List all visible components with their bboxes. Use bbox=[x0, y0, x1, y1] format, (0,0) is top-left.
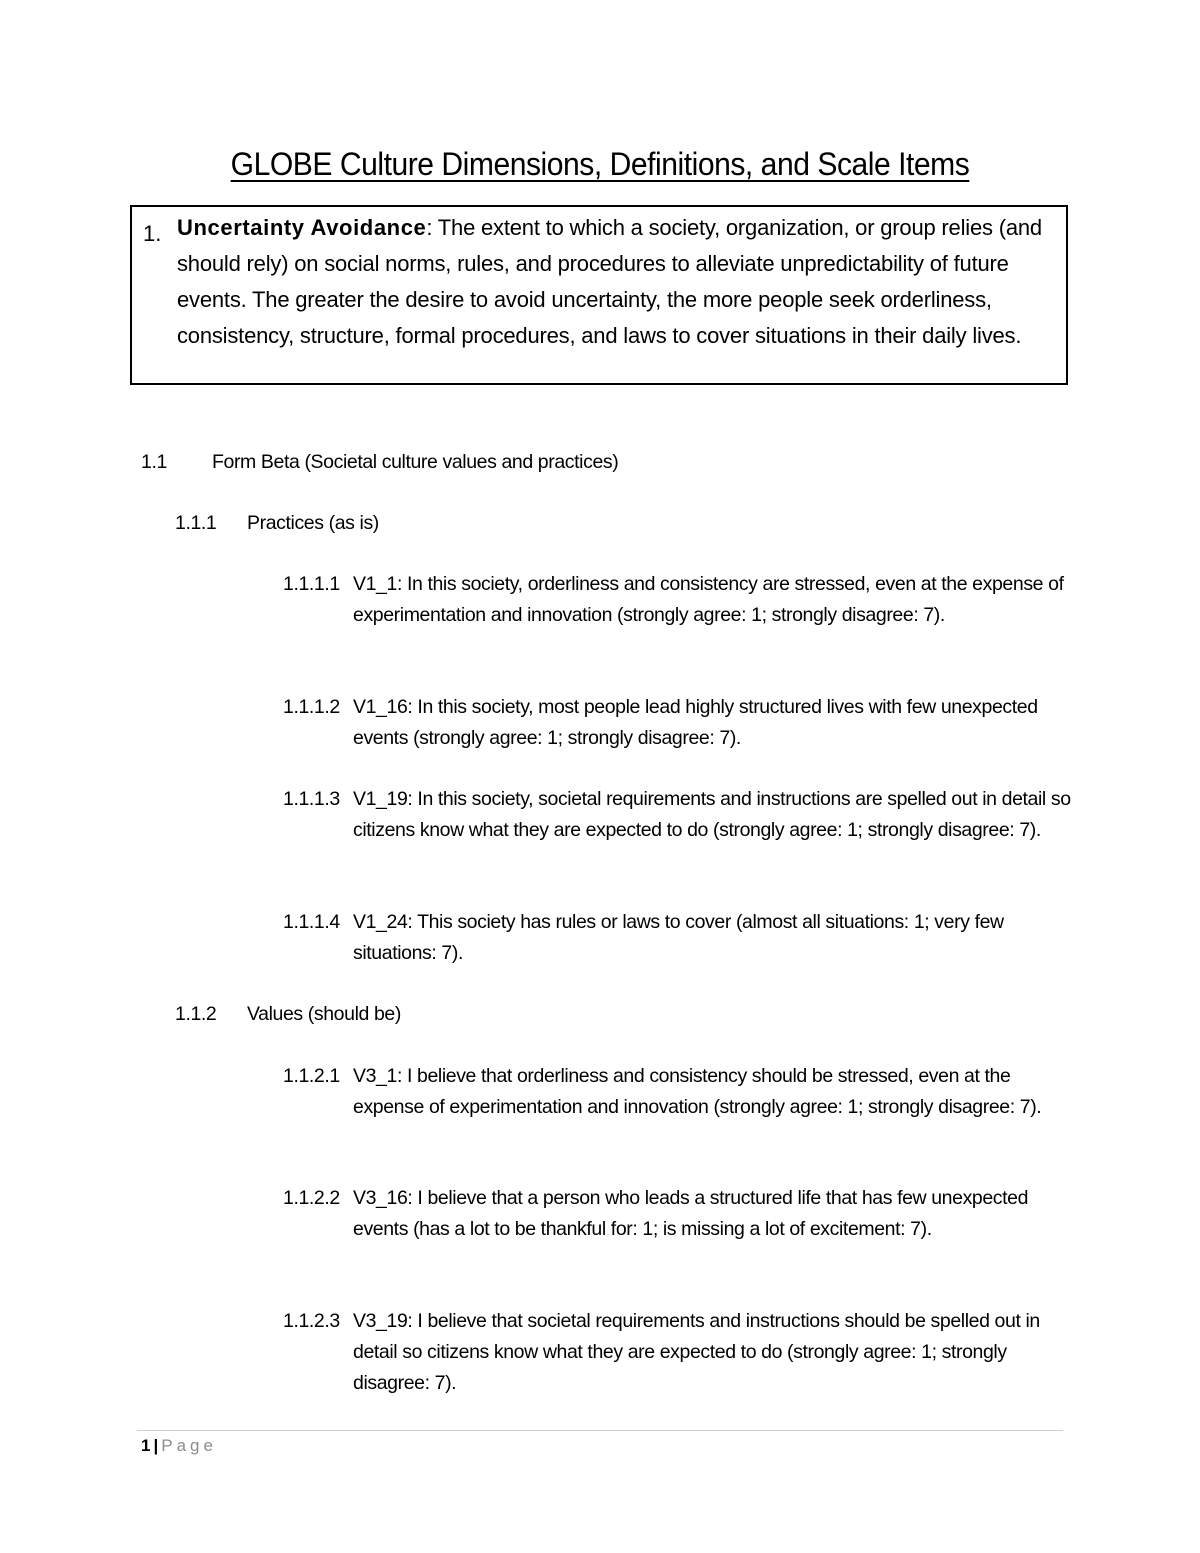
list-item bbox=[283, 1183, 1073, 1245]
item-number: 1.1.1.3 bbox=[283, 788, 340, 810]
definition-number: 1. bbox=[143, 221, 162, 246]
section-label: Form Beta (Societal culture values and practices) bbox=[212, 451, 619, 473]
list-item bbox=[283, 692, 1073, 754]
item-number: 1.1.2.2 bbox=[283, 1187, 340, 1209]
item-text: V3_16: I believe that a person who leads a structured life that has few unexpected events (has a lot to be thankful for: 1; is missing a lot of excitement: 7). bbox=[353, 1187, 1029, 1240]
definition-box bbox=[130, 205, 1068, 385]
item-text: V3_1: I believe that orderliness and consistency should be stressed, even at the expense of experimentation and innovation (strongly agree: 1; strongly disagree: 7). bbox=[353, 1065, 1042, 1118]
list-item bbox=[283, 907, 1073, 969]
item-text: V1_24: This society has rules or laws to cover (almost all situations: 1; very few situations: 7). bbox=[353, 911, 1004, 964]
footer-separator: | bbox=[153, 1436, 159, 1455]
definition-body: : The extent to which a society, organization, or group relies (and should rely) on social norms, rules, and procedures to alleviate unpredictability of future events. The greater the desire to avoid uncertainty, the more people seek orderliness, consistency, structure, formal procedures, and laws to cover situations in their daily lives. bbox=[177, 215, 1042, 348]
list-item bbox=[283, 569, 1073, 631]
item-text: V1_16: In this society, most people lead highly structured lives with few unexpected events (strongly agree: 1; strongly disagree: 7). bbox=[353, 696, 1038, 749]
subsection-label-practices: Practices (as is) bbox=[247, 512, 379, 534]
section-number: 1.1 bbox=[141, 451, 167, 473]
page-word: Page bbox=[161, 1436, 217, 1455]
item-text: V1_19: In this society, societal requirements and instructions are spelled out in detail so citizens know what they are expected to do (strongly agree: 1; strongly disagree: 7). bbox=[353, 788, 1071, 841]
footer-divider bbox=[137, 1430, 1063, 1431]
item-number: 1.1.1.1 bbox=[283, 573, 340, 595]
page-title: GLOBE Culture Dimensions, Definitions, and Scale Items bbox=[230, 146, 970, 182]
page-footer bbox=[141, 1434, 217, 1458]
page-number: 1 bbox=[141, 1436, 151, 1455]
item-number: 1.1.2.1 bbox=[283, 1065, 340, 1087]
definition-term: Uncertainty Avoidance bbox=[177, 215, 427, 240]
subsection-number-values: 1.1.2 bbox=[175, 1003, 217, 1025]
subsection-label-values: Values (should be) bbox=[247, 1003, 401, 1025]
item-number: 1.1.1.4 bbox=[283, 911, 340, 933]
subsection-number-practices: 1.1.1 bbox=[175, 512, 217, 534]
list-item bbox=[283, 1061, 1073, 1123]
item-text: V1_1: In this society, orderliness and consistency are stressed, even at the expense of experimentation and innovation (strongly agree: 1; strongly disagree: 7). bbox=[353, 573, 1064, 626]
item-number: 1.1.2.3 bbox=[283, 1310, 340, 1332]
item-number: 1.1.1.2 bbox=[283, 696, 340, 718]
list-item bbox=[283, 1306, 1073, 1399]
definition-text bbox=[177, 210, 1063, 354]
list-item bbox=[283, 784, 1073, 846]
item-text: V3_19: I believe that societal requirements and instructions should be spelled out in detail so citizens know what they are expected to do (strongly agree: 1; strongly disagree: 7). bbox=[353, 1310, 1040, 1394]
